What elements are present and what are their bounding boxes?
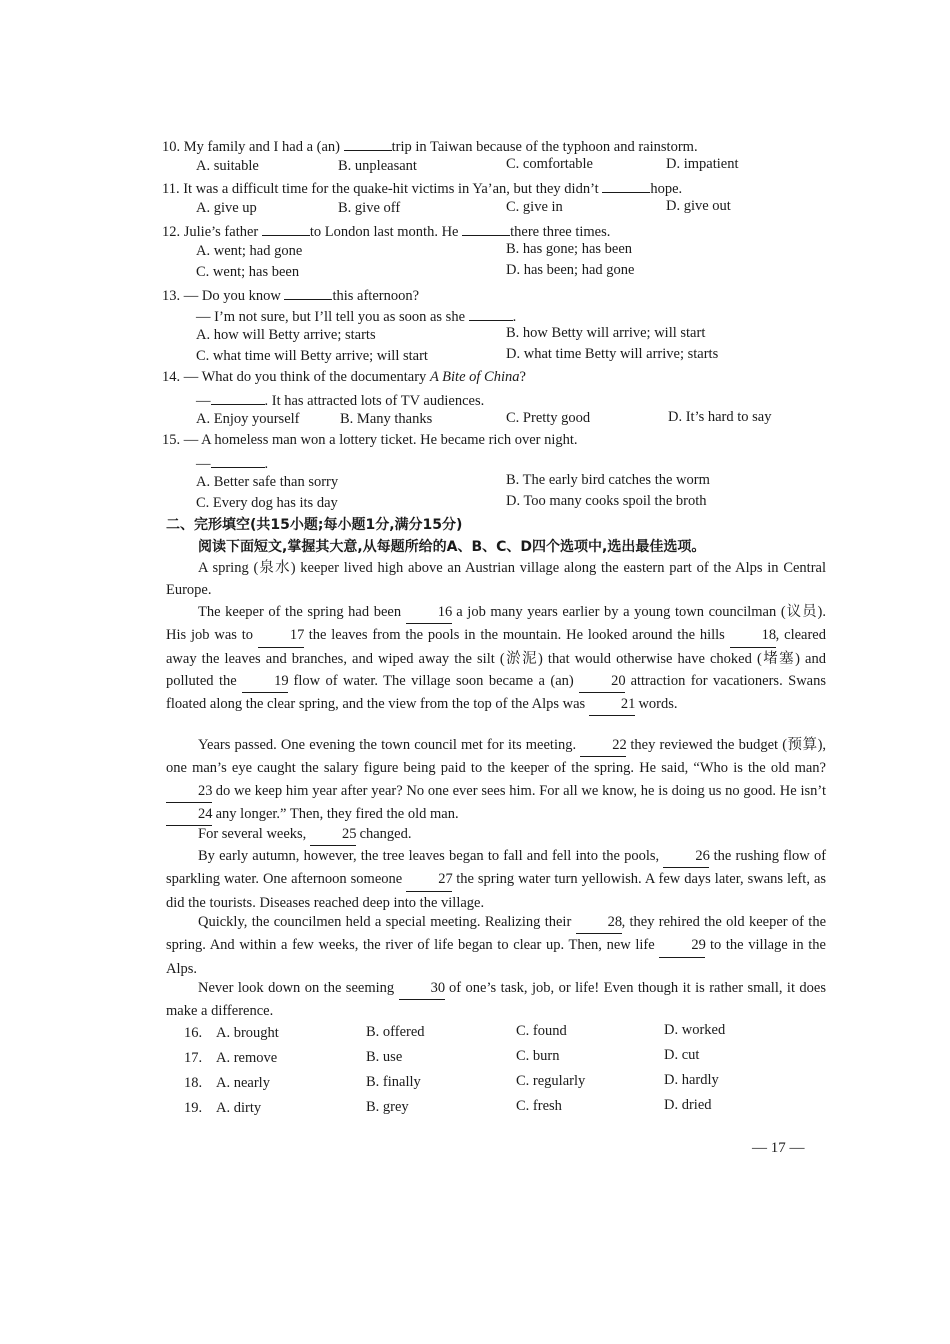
option-d: D. what time Betty will arrive; starts xyxy=(506,346,719,362)
paragraph-text: , they rehired the old keeper of the spring. And within a few weeks, the river of life began to clear up. Then, new life xyxy=(166,914,827,954)
option-b: B. unpleasant xyxy=(338,158,417,174)
question-stem-pre: My family and I had a (an) xyxy=(183,139,340,155)
blank-18: 18 xyxy=(730,624,776,647)
paragraph-text: For several weeks, xyxy=(198,826,307,842)
question-14 xyxy=(162,369,526,386)
option-d: D. cut xyxy=(664,1047,700,1063)
option-b: B. Many thanks xyxy=(340,411,433,427)
option-row-number: 19. xyxy=(184,1100,203,1116)
section-title: 二、完形填空(共15小题;每小题1分,满分15分) xyxy=(166,517,463,533)
question-number: 13. xyxy=(162,288,181,304)
blank-23: 23 xyxy=(166,780,212,803)
blank-28: 28 xyxy=(576,911,622,934)
paragraph-text: changed. xyxy=(359,826,412,842)
question-stem-line2-pre: — xyxy=(196,456,211,472)
answer-blank xyxy=(469,306,513,321)
question-stem-line1-post: this afternoon? xyxy=(332,288,420,304)
option-d: D. impatient xyxy=(666,156,739,172)
paragraph-text: Quickly, the councilmen held a special meeting. Realizing their xyxy=(198,914,572,930)
question-15 xyxy=(162,432,578,449)
blank-30: 30 xyxy=(399,977,445,1000)
question-11 xyxy=(162,178,682,198)
question-number: 14. xyxy=(162,369,181,385)
question-number: 12. xyxy=(162,224,181,240)
question-stem-line1-pre: — Do you know xyxy=(183,288,281,304)
question-stem-line2-post: . It has attracted lots of TV audiences. xyxy=(264,393,485,409)
option-row-number: 17. xyxy=(184,1050,203,1066)
option-d: D. dried xyxy=(664,1097,712,1113)
option-row-number: 18. xyxy=(184,1075,203,1091)
blank-24: 24 xyxy=(166,803,212,826)
blank-17: 17 xyxy=(258,624,304,647)
answer-blank xyxy=(344,136,392,151)
passage-paragraph-5 xyxy=(166,845,826,914)
option-a: A. Better safe than sorry xyxy=(196,474,339,490)
question-number: 10. xyxy=(162,139,181,155)
paragraph-text: Years passed. One evening the town council met for its meeting. xyxy=(198,737,577,753)
passage-paragraph-7 xyxy=(166,977,826,1023)
option-c: C. regularly xyxy=(516,1073,586,1089)
question-10 xyxy=(162,136,698,156)
blank-22: 22 xyxy=(580,734,626,757)
option-b: B. has gone; has been xyxy=(506,241,633,257)
option-c: C. Pretty good xyxy=(506,410,591,426)
answer-blank xyxy=(211,453,265,468)
option-c: C. burn xyxy=(516,1048,560,1064)
option-d: D. hardly xyxy=(664,1072,719,1088)
option-a: A. how will Betty arrive; starts xyxy=(196,327,376,343)
blank-26: 26 xyxy=(663,845,709,868)
option-a: A. went; had gone xyxy=(196,243,303,259)
paragraph-text: attraction for vacationers. Swans floated along the clear spring, and the view from the top of the Alps was xyxy=(166,672,826,713)
paragraph-text: the spring water turn yellowish. A few days later, swans left, as did the tourists. Diseases reached deep into the village. xyxy=(166,871,827,911)
option-b: B. offered xyxy=(366,1024,425,1040)
option-b: B. give off xyxy=(338,200,401,216)
question-stem-pre: Julie’s father xyxy=(183,224,259,240)
paragraph-text: By early autumn, however, the tree leaves began to fall and fell into the pools, xyxy=(198,848,660,864)
option-d: D. give out xyxy=(666,198,731,214)
question-15-line2 xyxy=(196,453,268,473)
option-c: C. fresh xyxy=(516,1098,562,1114)
blank-25: 25 xyxy=(310,823,356,846)
question-stem-line2-pre: — xyxy=(196,393,211,409)
section-instruction: 阅读下面短文,掌握其大意,从每题所给的A、B、C、D四个选项中,选出最佳选项。 xyxy=(198,539,706,555)
paragraph-text: The keeper of the spring had been xyxy=(198,604,402,620)
option-b: B. how Betty will arrive; will start xyxy=(506,325,706,341)
passage-paragraph-1 xyxy=(166,557,826,602)
passage-paragraph-3 xyxy=(166,734,826,826)
paragraph-text: to the village in the Alps. xyxy=(166,937,826,977)
question-13-line2 xyxy=(196,306,516,326)
option-c: C. Every dog has its day xyxy=(196,495,338,511)
paragraph-text: , cleared away the leaves and branches, and wiped away the silt (淤泥) that would otherwise have choked (堵塞) and polluted the xyxy=(166,627,826,689)
option-c: C. comfortable xyxy=(506,156,593,172)
question-stem-line1-pre: — What do you think of the documentary xyxy=(183,369,427,385)
paragraph-text: a job many years earlier by a young town councilman (议员). His job was to xyxy=(166,604,827,644)
option-b: B. finally xyxy=(366,1074,421,1090)
question-number: 11. xyxy=(162,181,180,197)
page-number: — 17 — xyxy=(752,1140,805,1156)
paragraph-text: they reviewed the budget (预算), one man’s eye caught the salary figure being paid to the keeper of the spring. He said, “Who is the old man? xyxy=(166,737,827,777)
blank-16: 16 xyxy=(406,601,452,624)
option-a: A. remove xyxy=(216,1050,278,1066)
blank-20: 20 xyxy=(579,670,625,693)
answer-blank xyxy=(284,285,332,300)
question-number: 15. xyxy=(162,432,181,448)
paragraph-text: do we keep him year after year? No one ever sees him. For all we know, he is doing us no good. He isn’t xyxy=(215,782,827,799)
option-a: A. give up xyxy=(196,200,257,216)
question-stem-post: trip in Taiwan because of the typhoon and rainstorm. xyxy=(391,139,698,155)
question-stem-line1-post: ? xyxy=(519,369,526,385)
option-c: C. give in xyxy=(506,199,563,215)
answer-blank xyxy=(462,221,510,236)
paragraph-text: A spring (泉水) keeper lived high above an Austrian village along the eastern part of the Alps in Central Europe. xyxy=(166,560,826,599)
question-stem-line1: — A homeless man won a lottery ticket. He became rich over night. xyxy=(183,432,578,448)
paragraph-text: Never look down on the seeming xyxy=(198,980,395,996)
passage-paragraph-2 xyxy=(166,601,826,716)
option-b: B. The early bird catches the worm xyxy=(506,472,710,488)
answer-blank xyxy=(262,221,310,236)
option-c: C. went; has been xyxy=(196,264,300,280)
paragraph-text: the rushing flow of sparkling water. One afternoon someone xyxy=(166,848,827,888)
passage-paragraph-4 xyxy=(166,823,826,846)
question-stem-line2-pre: — I’m not sure, but I’ll tell you as soon as she xyxy=(196,309,466,325)
blank-19: 19 xyxy=(242,670,288,693)
option-c: C. found xyxy=(516,1023,567,1039)
passage-paragraph-6 xyxy=(166,911,826,980)
question-stem-post: hope. xyxy=(650,181,683,197)
option-d: D. has been; had gone xyxy=(506,262,635,278)
option-row-number: 16. xyxy=(184,1025,203,1041)
option-a: A. nearly xyxy=(216,1075,270,1091)
blank-29: 29 xyxy=(659,934,705,957)
question-stem-pre: It was a difficult time for the quake-hit victims in Ya’an, but they didn’t xyxy=(183,181,599,197)
question-13 xyxy=(162,285,419,305)
blank-27: 27 xyxy=(406,868,452,891)
paragraph-text: the leaves from the pools in the mountain. He looked around the hills xyxy=(308,627,725,644)
question-stem-line2-post: . xyxy=(512,309,517,325)
option-a: A. dirty xyxy=(216,1100,262,1116)
option-a: A. suitable xyxy=(196,158,259,174)
option-d: D. Too many cooks spoil the broth xyxy=(506,493,707,509)
documentary-title: A Bite of China xyxy=(429,369,520,385)
option-d: D. worked xyxy=(664,1022,726,1038)
question-stem-mid: to London last month. He xyxy=(309,224,459,240)
question-stem-post: there three times. xyxy=(510,224,611,240)
option-a: A. brought xyxy=(216,1025,279,1041)
answer-blank xyxy=(211,390,265,405)
option-a: A. Enjoy yourself xyxy=(196,411,300,427)
blank-21: 21 xyxy=(589,693,635,716)
paragraph-text: words. xyxy=(638,696,678,713)
option-b: B. grey xyxy=(366,1099,409,1115)
paragraph-text: of one’s task, job, or life! Even though it is rather small, it does make a difference. xyxy=(166,980,826,1020)
paragraph-text: any longer.” Then, they fired the old man. xyxy=(215,805,459,822)
paragraph-text: flow of water. The village soon became a (an) xyxy=(293,672,574,689)
answer-blank xyxy=(602,178,650,193)
option-b: B. use xyxy=(366,1049,403,1065)
question-stem-line2-post: . xyxy=(264,456,269,472)
question-14-line2 xyxy=(196,390,484,410)
option-d: D. It’s hard to say xyxy=(668,409,772,425)
option-c: C. what time will Betty arrive; will start xyxy=(196,348,428,364)
question-12 xyxy=(162,221,610,241)
